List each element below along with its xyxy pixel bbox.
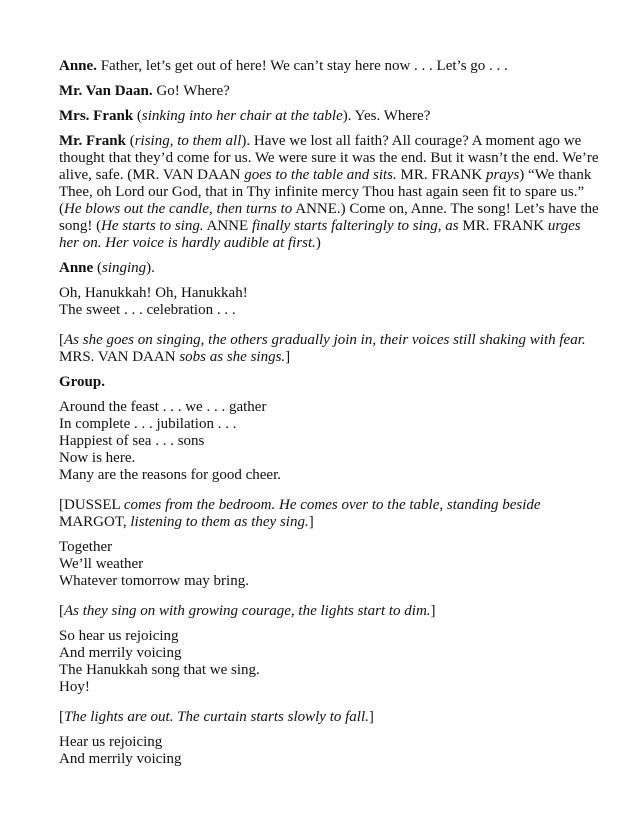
dialogue: ANNE.) Come on, Anne. The song! Let’s have the song! ( [59,201,599,234]
song-line: Happiest of sea . . . sons [59,433,205,449]
song-line: Hear us rejoicing [59,734,163,750]
dialogue: Go! Where? [152,83,230,99]
dialogue: ). [146,260,155,276]
line-anne [59,58,599,75]
line-mrs-frank [59,108,599,125]
dialogue: ( [93,260,102,276]
song-line: Whatever tomorrow may bring. [59,573,249,589]
character-name: MARGOT, [59,514,131,530]
stage-direction: singing [101,260,147,276]
song-verse-3 [59,539,599,590]
stage-direction: listening to them as they sing. [130,514,309,530]
character-name: MRS. VAN DAAN [59,349,180,365]
stage-direction: sobs as she sings. [179,349,286,365]
song-line: We’ll weather [59,556,144,572]
bracket: [ [59,332,64,348]
stage-direction: As she goes on singing, the others gradually join in, their voices still shaking with fear. [64,332,586,348]
stage-direction: He blows out the candle, then turns to [64,201,293,217]
dialogue: MR. FRANK [396,167,486,183]
line-anne-singing [59,260,599,277]
bracket: ] [285,349,291,365]
song-verse-1 [59,285,599,319]
song-line: So hear us rejoicing [59,628,179,644]
stage-direction-1 [59,332,599,366]
dialogue: Father, let’s get out of here! We can’t stay here now . . . Let’s go . . . [96,58,508,74]
song-verse-2 [59,399,599,484]
speaker-mr-van-daan: Mr. Van Daan. [59,83,153,99]
dialogue: ( [125,133,135,149]
stage-direction-4 [59,709,599,726]
stage-direction: goes to the table and sits. [244,167,397,183]
speaker-group: Group. [59,374,105,390]
bracket: [ [59,709,64,725]
dialogue: ) “We thank Thee, oh Lord our God, that in Thy infinite mercy Thou hast again seen fit to spare us.” ( [59,167,592,217]
dialogue: ). Yes. Where? [342,108,431,124]
dialogue: ) [315,235,321,251]
speaker-mr-frank: Mr. Frank [59,133,126,149]
stage-direction: sinking into her chair at the table [141,108,343,124]
speaker-mrs-frank: Mrs. Frank [59,108,134,124]
speaker-anne: Anne [59,260,94,276]
song-line: The Hanukkah song that we sing. [59,662,260,678]
song-line: In complete . . . jubilation . . . [59,416,237,432]
script-page [59,58,599,776]
stage-direction: comes from the bedroom. He comes over to the table, standing beside [123,497,541,513]
line-mr-van-daan [59,83,599,100]
character-name: [DUSSEL [59,497,124,513]
line-group [59,374,599,391]
song-line: And merrily voicing [59,645,182,661]
stage-direction: finally starts falteringly to sing, as [251,218,459,234]
line-mr-frank [59,133,599,252]
bracket: ] [430,603,436,619]
dialogue: MR. FRANK [458,218,548,234]
stage-direction: He starts to sing. [101,218,204,234]
song-verse-4 [59,628,599,696]
bracket: [ [59,603,64,619]
song-line: Oh, Hanukkah! Oh, Hanukkah! [59,285,248,301]
stage-direction: prays [485,167,520,183]
stage-direction: As they sing on with growing courage, the lights start to dim. [64,603,431,619]
song-line: Around the feast . . . we . . . gather [59,399,267,415]
stage-direction-3 [59,603,599,620]
speaker-anne: Anne. [59,58,97,74]
bracket: ] [308,514,314,530]
stage-direction: urges her on. Her voice is hardly audible at first. [59,218,581,251]
song-line: And merrily voicing [59,751,182,767]
bracket: ] [368,709,374,725]
song-line: Now is here. [59,450,136,466]
song-line: Hoy! [59,679,90,695]
song-verse-5 [59,734,599,768]
stage-direction: The lights are out. The curtain starts slowly to fall. [64,709,369,725]
dialogue: ). Have we lost all faith? All courage? A moment ago we thought that they’d come for us. We were sure it was the end. But it wasn’t the end. We’re alive, safe. (MR. VAN DAAN [59,133,599,183]
song-line: Together [59,539,113,555]
stage-direction-2 [59,497,599,531]
dialogue: ANNE [203,218,252,234]
song-line: The sweet . . . celebration . . . [59,302,236,318]
stage-direction: rising, to them all [134,133,242,149]
dialogue: ( [133,108,142,124]
song-line: Many are the reasons for good cheer. [59,467,281,483]
